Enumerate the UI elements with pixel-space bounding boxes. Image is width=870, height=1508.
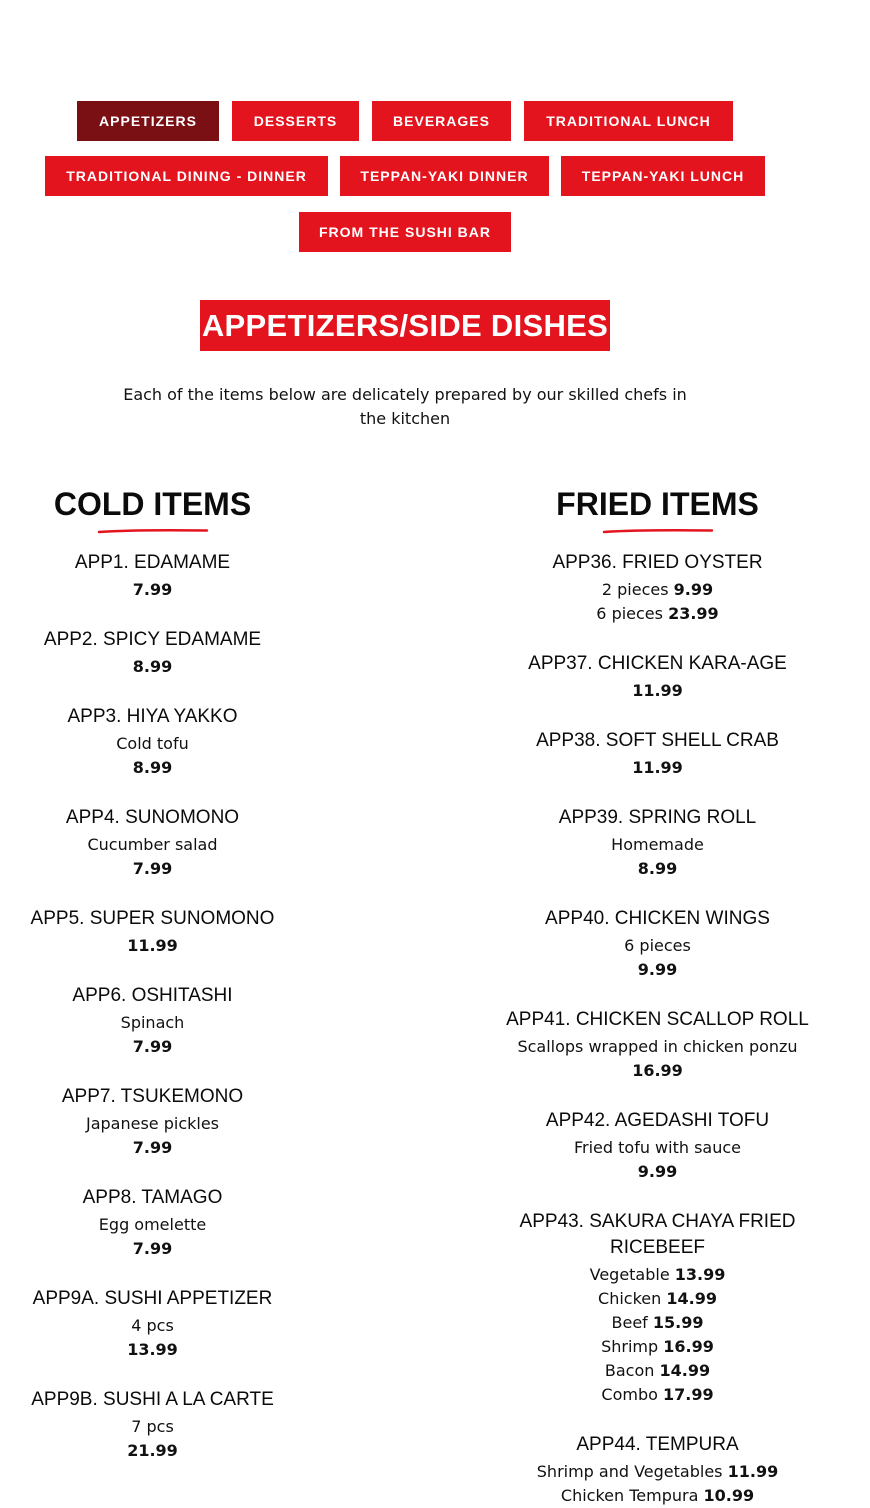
- menu-item-name: APP6. OSHITASHI: [72, 985, 233, 1006]
- section-intro: Each of the items below are delicately prepared by our skilled chefs in the kitchen: [123, 385, 687, 428]
- option-label: 2 pieces: [601, 580, 669, 599]
- menu-item-description: Egg omelette: [98, 1215, 207, 1234]
- menu-item-name: APP39. SPRING ROLL: [558, 807, 757, 828]
- menu-item-description: Spinach: [120, 1013, 185, 1032]
- menu-item-description: Scallops wrapped in chicken ponzu: [517, 1037, 798, 1056]
- menu-item-name: APP9A. SUSHI APPETIZER: [32, 1288, 273, 1309]
- cold-items-column: [20, 484, 285, 1463]
- menu-item-name: APP43. SAKURA CHAYA FRIED RICEBEEF: [519, 1211, 796, 1258]
- menu-item-option: [470, 1311, 845, 1335]
- menu-item-price: 11.99: [632, 758, 683, 777]
- option-label: Shrimp: [601, 1337, 659, 1356]
- menu-item-name: APP9B. SUSHI A LA CARTE: [31, 1389, 274, 1410]
- menu-item: [470, 906, 845, 982]
- menu-item: [20, 983, 285, 1059]
- tab-beverages[interactable]: BEVERAGES: [372, 101, 511, 141]
- option-label: Beef: [611, 1313, 648, 1332]
- menu-item: [20, 704, 285, 780]
- menu-item-description: Cold tofu: [116, 734, 189, 753]
- menu-item: [470, 1432, 845, 1508]
- menu-item-price: 11.99: [632, 681, 683, 700]
- menu-item: [20, 1286, 285, 1362]
- cold-items-list: [20, 550, 285, 1463]
- menu-item-option: [470, 602, 845, 626]
- tab-traditional-lunch[interactable]: TRADITIONAL LUNCH: [524, 101, 733, 141]
- option-price: 10.99: [703, 1486, 755, 1505]
- menu-item: [470, 728, 845, 780]
- tab-desserts[interactable]: DESSERTS: [232, 101, 359, 141]
- menu-item: [20, 805, 285, 881]
- menu-item-price: 21.99: [127, 1441, 178, 1460]
- menu-item: [20, 627, 285, 679]
- menu-item-name: APP40. CHICKEN WINGS: [545, 908, 770, 929]
- menu-item-price: 7.99: [132, 1037, 173, 1056]
- tab-traditional-dining-dinner[interactable]: TRADITIONAL DINING - DINNER: [45, 156, 328, 196]
- option-label: Chicken: [598, 1289, 662, 1308]
- menu-item-option: [470, 1287, 845, 1311]
- option-price: 14.99: [666, 1289, 717, 1308]
- menu-item: [470, 805, 845, 881]
- menu-item-description: Japanese pickles: [85, 1114, 220, 1133]
- fried-items-list: [470, 550, 845, 1508]
- menu-item-name: APP37. CHICKEN KARA-AGE: [528, 653, 787, 674]
- option-price: 16.99: [663, 1337, 714, 1356]
- menu-item-price: 7.99: [132, 1239, 173, 1258]
- option-price: 9.99: [673, 580, 714, 599]
- option-label: Vegetable: [589, 1265, 670, 1284]
- menu-item-option: [470, 1383, 845, 1407]
- menu-item-price: 9.99: [637, 960, 678, 979]
- menu-item-option: [470, 1359, 845, 1383]
- option-label: Shrimp and Vegetables: [536, 1462, 723, 1481]
- option-price: 11.99: [727, 1462, 779, 1481]
- menu-item-name: APP7. TSUKEMONO: [61, 1086, 244, 1107]
- menu-item-option: [470, 1263, 845, 1287]
- menu-item-description: 6 pieces: [624, 936, 691, 955]
- menu-item-name: APP4. SUNOMONO: [65, 807, 240, 828]
- tab-teppan-yaki-dinner[interactable]: TEPPAN-YAKI DINNER: [340, 156, 549, 196]
- option-price: 14.99: [659, 1361, 711, 1380]
- menu-item: [20, 1387, 285, 1463]
- menu-item: [20, 1185, 285, 1261]
- menu-item: [470, 651, 845, 703]
- menu-item-price: 8.99: [637, 859, 678, 878]
- menu-item: [470, 1209, 845, 1407]
- option-label: 6 pieces: [596, 604, 663, 623]
- tab-appetizers[interactable]: APPETIZERS: [77, 101, 219, 141]
- menu-item: [20, 906, 285, 958]
- option-price: 15.99: [652, 1313, 704, 1332]
- menu-item: [20, 1084, 285, 1160]
- option-price: 13.99: [674, 1265, 726, 1284]
- cold-items-heading: COLD ITEMS: [53, 486, 252, 522]
- menu-item-price: 7.99: [132, 859, 173, 878]
- menu-item-price: 8.99: [132, 657, 173, 676]
- tab-from-the-sushi-bar[interactable]: FROM THE SUSHI BAR: [299, 212, 511, 252]
- option-label: Combo: [601, 1385, 658, 1404]
- menu-item-name: APP2. SPICY EDAMAME: [43, 629, 262, 650]
- menu-item-price: 11.99: [127, 936, 178, 955]
- menu-item-name: APP5. SUPER SUNOMONO: [30, 908, 275, 929]
- menu-item-price: 9.99: [637, 1162, 678, 1181]
- menu-item-description: Fried tofu with sauce: [573, 1138, 742, 1157]
- heading-underline: [97, 528, 209, 534]
- menu-item-name: APP36. FRIED OYSTER: [552, 552, 763, 573]
- menu-item-price: 13.99: [127, 1340, 178, 1359]
- menu-item-description: 7 pcs: [131, 1417, 174, 1436]
- menu-item: [20, 550, 285, 602]
- option-price: 23.99: [668, 604, 719, 623]
- menu-item-name: APP41. CHICKEN SCALLOP ROLL: [506, 1009, 809, 1030]
- option-label: Chicken Tempura: [560, 1486, 699, 1505]
- menu-item-name: APP8. TAMAGO: [82, 1187, 223, 1208]
- fried-items-heading: FRIED ITEMS: [556, 486, 759, 522]
- menu-item-name: APP1. EDAMAME: [74, 552, 231, 573]
- menu-item-name: APP38. SOFT SHELL CRAB: [536, 730, 779, 751]
- option-price: 17.99: [662, 1385, 714, 1404]
- menu-item-description: 4 pcs: [131, 1316, 174, 1335]
- menu-item-option: [470, 1335, 845, 1359]
- menu-item-name: APP3. HIYA YAKKO: [67, 706, 238, 727]
- menu-item-price: 16.99: [632, 1061, 683, 1080]
- fried-items-column: [470, 484, 845, 1508]
- menu-item-description: Homemade: [611, 835, 704, 854]
- menu-item-option: [470, 1460, 845, 1484]
- option-label: Bacon: [604, 1361, 655, 1380]
- menu-item: [470, 1108, 845, 1184]
- menu-item-name: APP44. TEMPURA: [576, 1434, 739, 1455]
- menu-item-name: APP42. AGEDASHI TOFU: [545, 1110, 770, 1131]
- heading-underline: [602, 528, 714, 534]
- tab-teppan-yaki-lunch[interactable]: TEPPAN-YAKI LUNCH: [561, 156, 765, 196]
- menu-item: [470, 1007, 845, 1083]
- menu-item-option: [470, 1484, 845, 1508]
- menu-item-price: 7.99: [132, 580, 173, 599]
- section-title: APPETIZERS/SIDE DISHES: [200, 300, 610, 351]
- menu-item-price: 8.99: [132, 758, 173, 777]
- menu-item-description: Cucumber salad: [87, 835, 218, 854]
- menu-item-option: [470, 578, 845, 602]
- menu-item: [470, 550, 845, 626]
- menu-item-price: 7.99: [132, 1138, 173, 1157]
